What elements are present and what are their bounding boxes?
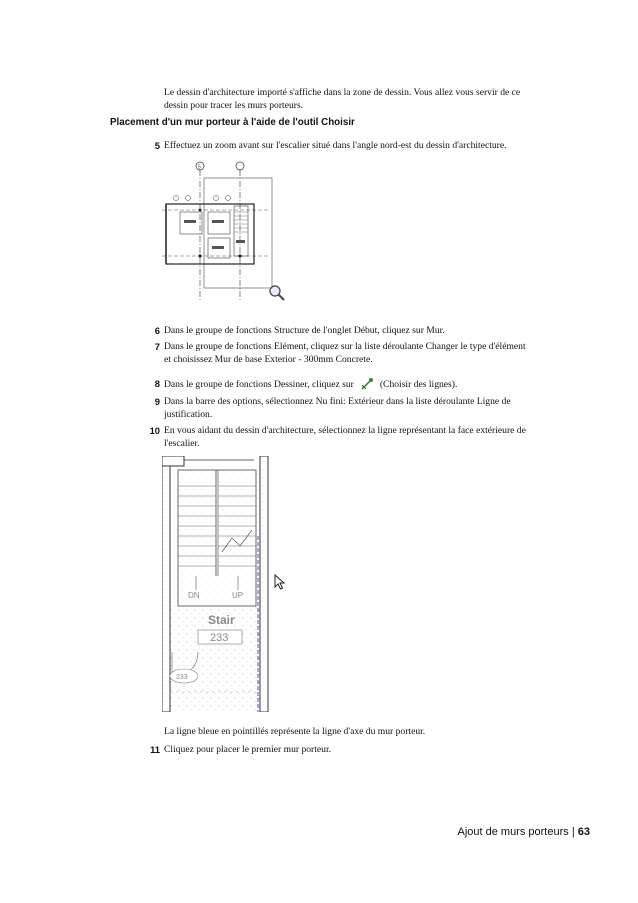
stair-up-label: UP [232, 591, 244, 600]
grid-label: 5 [198, 164, 201, 171]
footer-separator: | [571, 826, 575, 838]
step-number: 6 [154, 325, 160, 336]
page-number: 63 [577, 826, 590, 838]
pick-lines-icon [360, 377, 374, 395]
step-text-line-2: l'escalier. [164, 438, 200, 450]
intro-paragraph [164, 86, 520, 113]
stair-dn-label: DN [188, 591, 200, 600]
zoom-icon [268, 284, 286, 302]
step-text-line-1: Dans le groupe de fonctions Elément, cliquez sur la liste déroulante Changer le type d'élément [164, 341, 526, 352]
footer-title: Ajout de murs porteurs [457, 826, 569, 838]
page-footer [457, 826, 590, 838]
intro-line-1: Le dessin d'architecture importé s'affiche dans la zone de dessin. Vous allez vous servir de ce [164, 87, 521, 98]
step-number: 10 [149, 425, 160, 436]
step-text: Dans le groupe de fonctions Structure de l'onglet Début, cliquez sur Mur. [164, 325, 445, 336]
section-heading: Placement d'un mur porteur à l'aide de l'outil Choisir [110, 117, 355, 128]
step-number: 8 [154, 378, 160, 389]
step-number: 7 [154, 341, 160, 352]
room-tag: 233 [176, 674, 188, 681]
cursor-arrow-icon [274, 574, 286, 590]
room-number: 233 [210, 632, 229, 644]
step-text-line-1: En vous aidant du dessin d'architecture, sélectionnez la ligne représentant la face extérieure de [164, 425, 526, 436]
step-text-line-2: justification. [164, 409, 213, 421]
step-number: 5 [154, 140, 160, 151]
stair-detail-drawing [162, 456, 286, 712]
step-text-before: Dans le groupe de fonctions Dessiner, cliquez sur [164, 379, 354, 390]
figure-caption: La ligne bleue en pointillés représente la ligne d'axe du mur porteur. [164, 726, 426, 737]
step-text-after: (Choisir des lignes). [379, 379, 458, 390]
step-text-line-1: Dans la barre des options, sélectionnez Nu fini: Extérieur dans la liste déroulante Ligne de [164, 396, 511, 407]
step-text: Effectuez un zoom avant sur l'escalier situé dans l'angle nord-est du dessin d'architecture. [164, 140, 507, 151]
room-name: Stair [208, 613, 235, 627]
step-number: 11 [150, 744, 160, 755]
figure-stair-detail [162, 456, 286, 717]
step-text: Cliquez pour placer le premier mur porteur. [164, 744, 332, 755]
step-number: 9 [154, 396, 160, 407]
intro-line-2: dessin pour tracer les murs porteurs. [164, 100, 304, 112]
step-text-line-2: et choisissez Mur de base Exterior - 300mm Concrete. [164, 354, 373, 366]
figure-plan-overview [160, 160, 290, 310]
